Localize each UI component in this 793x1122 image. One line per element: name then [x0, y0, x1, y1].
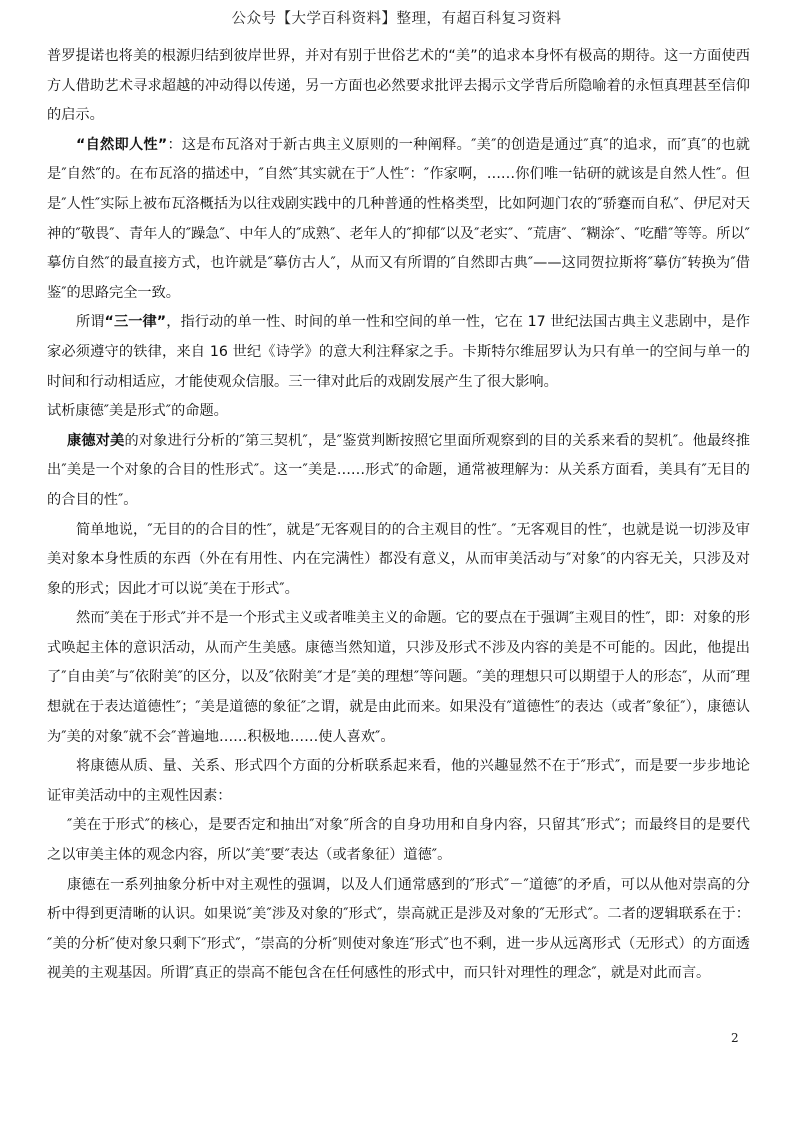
paragraph-3-prefix: 所谓 — [76, 314, 105, 331]
paragraph-6-text: 简单地说，″无目的的合目的性″，就是″无客观目的的合主观目的性″。″无客观目的性″，也就是说一切涉及审美对象本身性质的东西（外在有用性、内在完满性）都没有意义，从而审美活动与″对象″的内容无关，只涉及对象的形式；因此才可以说″美在于形式″。 — [47, 521, 750, 597]
paragraph-2 — [47, 131, 750, 309]
paragraph-7 — [47, 604, 750, 752]
page-number: 2 — [731, 1031, 739, 1045]
paragraph-5-text: 的对象进行分析的″第三契机″，是″鉴赏判断按照它里面所观察到的目的关系来看的契机″。他最终推出″美是一个对象的合目的性形式″。这一″美是……形式″的命题，通常被理解为：从关系方面看，美具有″无目的的合目的性″。 — [47, 432, 750, 508]
paragraph-3 — [47, 308, 750, 397]
term-three-unities: “三一律” — [104, 314, 167, 331]
question-heading — [47, 397, 750, 427]
paragraph-1-text: 普罗提诺也将美的根源归结到彼岸世界，并对有别于世俗艺术的“美”的追求本身怀有极高的期待。这一方面使西方人借助艺术寻求超越的冲动得以传递，另一方面也必然要求批评去揭示文学背后所隐喻着的永恒真理甚至信仰的启示。 — [47, 48, 750, 124]
paragraph-8 — [47, 752, 750, 811]
page-header: 公众号【大学百科资料】整理，有超百科复习资料 — [231, 11, 562, 27]
paragraph-3-text: ，指行动的单一性、时间的单一性和空间的单一性，它在 17 世纪法国古典主义悲剧中，是作家必须遵守的铁律，来自 16 世纪《诗学》的意大利注释家之手。卡斯特尔维屈罗认为只有单一的空间与单一的时间和行动相适应，才能使观众信服。三一律对此后的戏剧发展产生了很大影响。 — [47, 314, 750, 390]
paragraph-1 — [47, 42, 750, 131]
paragraph-5 — [47, 427, 750, 516]
paragraph-8-text: 将康德从质、量、关系、形式四个方面的分析联系起来看，他的兴趣显然不在于″形式″，而是要一步步地论证审美活动中的主观性因素： — [47, 758, 750, 804]
paragraph-9 — [47, 811, 750, 870]
paragraph-6 — [47, 516, 750, 605]
paragraph-7-text: 然而″美在于形式″并不是一个形式主义或者唯美主义的命题。它的要点在于强调″主观目的性″，即：对象的形式唤起主体的意识活动，从而产生美感。康德当然知道，只涉及形式不涉及内容的美是不可能的。因此，他提出了″自由美″与″依附美″的区分，以及″依附美″才是″美的理想″等问题。″美的理想只可以期望于人的形态″，从而″理想就在于表达道德性″；″美是道德的象征″之谓，就是由此而来。如果没有″道德性″的表达（或者″象征″），康德认为″美的对象″就不会″普遍地……积极地……使人喜欢″。 — [47, 610, 750, 745]
paragraph-10-text: 康德在一系列抽象分析中对主观性的强调，以及人们通常感到的″形式″－″道德″的矛盾，可以从他对崇高的分析中得到更清晰的认识。如果说″美″涉及对象的″形式″，崇高就正是涉及对象的″无形式″。二者的逻辑联系在于：″美的分析″使对象只剩下″形式″，″崇高的分析″则使对象连″形式″也不剩，进一步从远离形式（无形式）的方面透视美的主观基因。所谓″真正的崇高不能包含在任何感性的形式中，而只针对理性的理念″，就是对此而言。 — [47, 876, 750, 982]
paragraph-2-text: ：这是布瓦洛对于新古典主义原则的一种阐释。″美″的创造是通过″真″的追求，而″真″的也就是″自然″的。在布瓦洛的描述中，″自然″其实就在于″人性″：″作家啊，……你们唯一钻研的就该是自然人性″。但是″人性″实际上被布瓦洛概括为以往戏剧实践中的几种普通的性格类型，比如阿迦门农的″骄蹇而自私″、伊尼对天神的″敬畏″、青年人的″躁急″、中年人的″成熟″、老年人的″抑郁″以及″老实″、″荒唐″、″糊涂″、″吃醋″等等。所以″摹仿自然″的最直接方式，也许就是″摹仿古人″，从而又有所谓的″自然即古典″——这同贺拉斯将″摹仿″转换为″借鉴″的思路完全一致。 — [47, 136, 750, 301]
document-body — [47, 42, 750, 989]
question-text: 试析康德″美是形式″的命题。 — [47, 403, 228, 420]
paragraph-10 — [47, 871, 750, 989]
term-kant-beauty: 康德对美 — [67, 432, 125, 449]
term-nature-humanity: “自然即人性” — [76, 136, 168, 153]
paragraph-9-text: ″美在于形式″的核心，是要否定和抽出″对象″所含的自身功用和自身内容，只留其″形式″；而最终目的是要代之以审美主体的观念内容，所以″美″要″表达（或者象征）道德″。 — [47, 817, 750, 864]
